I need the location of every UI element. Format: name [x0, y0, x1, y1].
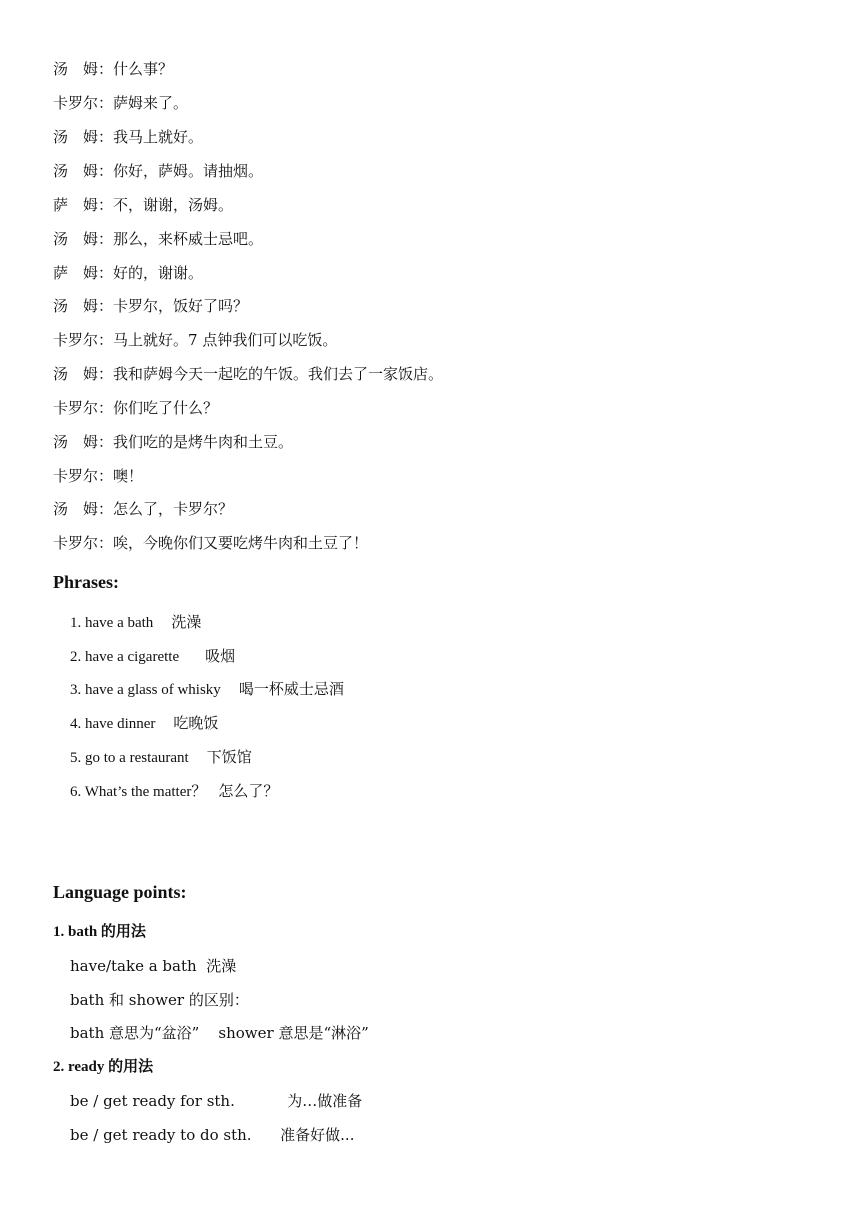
- dialogue-text: 卡罗尔，饭好了吗？: [113, 297, 249, 315]
- phrase-english: 1. have a bath: [70, 615, 154, 631]
- phrase-chinese: 洗澡: [171, 613, 202, 631]
- phrase-english: 3. have a glass of whisky: [70, 682, 221, 698]
- speaker-name: 卡罗尔：: [53, 534, 114, 552]
- point-line: be / get ready to do sth. 准备好做...: [70, 1126, 355, 1144]
- dialogue-text: 什么事？: [113, 60, 174, 78]
- speaker-name: 卡罗尔：: [53, 331, 114, 349]
- phrase-english: 4. have dinner: [70, 716, 156, 732]
- speaker-name: 汤 姆：: [53, 128, 114, 146]
- phrase-item: [70, 612, 201, 633]
- phrase-chinese: 吃晚饭: [173, 714, 219, 732]
- phrase-english: 5. go to a restaurant: [70, 750, 189, 766]
- dialogue-line: [53, 93, 188, 113]
- point-line: bath 和 shower 的区别：: [70, 991, 249, 1009]
- phrase-english: 2. have a cigarette: [70, 649, 180, 665]
- speaker-name: 萨 姆：: [53, 196, 114, 214]
- point-title: 1. bath 的用法: [53, 924, 146, 940]
- dialogue-line: [53, 59, 173, 79]
- speaker-name: 汤 姆：: [53, 60, 114, 78]
- dialogue-line: [53, 330, 337, 350]
- phrase-item: [70, 713, 218, 734]
- speaker-name: 汤 姆：: [53, 230, 114, 248]
- dialogue-text: 我马上就好。: [113, 128, 204, 146]
- dialogue-text: 好的，谢谢。: [113, 264, 204, 282]
- dialogue-line: [53, 263, 203, 283]
- point-title: 2. ready 的用法: [53, 1059, 154, 1075]
- dialogue-text: 唉，今晚你们又要吃烤牛肉和土豆了！: [113, 534, 369, 552]
- dialogue-line: [53, 364, 443, 384]
- speaker-name: 卡罗尔：: [53, 467, 114, 485]
- dialogue-text: 我们吃的是烤牛肉和土豆。: [113, 433, 294, 451]
- phrase-english: 6. What’s the matter？: [70, 784, 207, 800]
- phrase-chinese: 吸烟: [205, 647, 236, 665]
- dialogue-line: [53, 398, 218, 418]
- speaker-name: 卡罗尔：: [53, 94, 114, 112]
- phrase-item: [70, 679, 344, 700]
- dialogue-text: 噢！: [113, 467, 144, 485]
- point-line: bath 意思为“盆浴” shower 意思是“淋浴”: [70, 1024, 369, 1042]
- dialogue-text: 怎么了，卡罗尔？: [113, 500, 234, 518]
- phrase-chinese: 怎么了？: [218, 782, 279, 800]
- phrases-heading: Phrases:: [53, 572, 119, 592]
- dialogue-line: [53, 533, 368, 553]
- speaker-name: 汤 姆：: [53, 500, 114, 518]
- speaker-name: 汤 姆：: [53, 433, 114, 451]
- dialogue-line: [53, 195, 233, 215]
- dialogue-text: 马上就好。7 点钟我们可以吃饭。: [113, 331, 338, 349]
- dialogue-text: 萨姆来了。: [113, 94, 189, 112]
- dialogue-text: 你好，萨姆。请抽烟。: [113, 162, 264, 180]
- point-line: have/take a bath 洗澡: [70, 957, 237, 975]
- dialogue-line: [53, 466, 143, 486]
- dialogue-line: [53, 161, 263, 181]
- dialogue-text: 那么，来杯威士忌吧。: [113, 230, 264, 248]
- dialogue-line: [53, 229, 263, 249]
- phrase-item: [70, 781, 278, 802]
- dialogue-line: [53, 432, 293, 452]
- phrase-item: [70, 646, 235, 667]
- dialogue-line: [53, 296, 248, 316]
- phrase-item: [70, 747, 252, 768]
- dialogue-text: 我和萨姆今天一起吃的午饭。我们去了一家饭店。: [113, 365, 444, 383]
- speaker-name: 汤 姆：: [53, 297, 114, 315]
- speaker-name: 汤 姆：: [53, 365, 114, 383]
- dialogue-line: [53, 499, 233, 519]
- language-points-heading: Language points:: [53, 882, 187, 902]
- speaker-name: 汤 姆：: [53, 162, 114, 180]
- dialogue-line: [53, 127, 203, 147]
- phrase-chinese: 下饭馆: [206, 748, 252, 766]
- dialogue-text: 你们吃了什么？: [113, 399, 219, 417]
- speaker-name: 萨 姆：: [53, 264, 114, 282]
- point-line: be / get ready for sth. 为…做准备: [70, 1092, 363, 1110]
- phrase-chinese: 喝一杯威士忌酒: [238, 680, 344, 698]
- dialogue-text: 不，谢谢，汤姆。: [113, 196, 234, 214]
- speaker-name: 卡罗尔：: [53, 399, 114, 417]
